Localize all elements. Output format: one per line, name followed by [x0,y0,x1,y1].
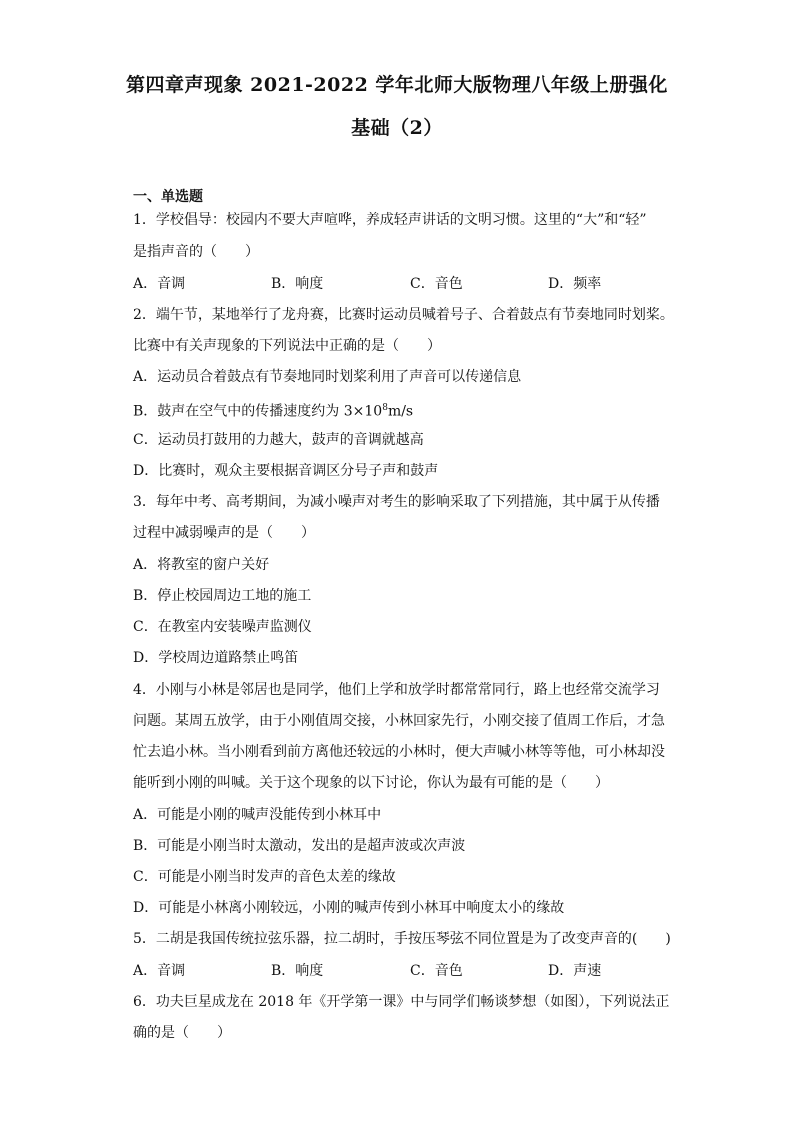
question-1-stem-line1: 1．学校倡导：校园内不要大声喧哗，养成轻声讲话的文明习惯。这里的“大”和“轻” [133,212,647,228]
question-3-option-a: A．将教室的窗户关好 [133,557,270,573]
question-1-option-c: C．音色 [410,276,463,292]
document-title-line2: 基础（2） [351,117,443,139]
section-heading: 一、单选题 [133,189,203,205]
question-5-option-d: D．声速 [548,963,602,979]
question-6-stem-line1: 6．功夫巨星成龙在 2018 年《开学第一课》中与同学们畅谈梦想（如图），下列说法正 [133,994,670,1010]
question-3-stem-line1: 3．每年中考、高考期间，为减小噪声对考生的影响采取了下列措施，其中属于从传播 [133,494,660,510]
question-2-option-d: D．比赛时，观众主要根据音调区分号子声和鼓声 [133,463,439,479]
question-5-option-b: B．响度 [271,963,324,979]
question-4-option-b: B．可能是小刚当时太激动，发出的是超声波或次声波 [133,838,466,854]
question-1-option-d: D．频率 [548,276,602,292]
question-4-option-d: D．可能是小林离小刚较远，小刚的喊声传到小林耳中响度太小的缘故 [133,900,565,916]
question-1-option-a: A．音调 [133,276,186,292]
question-2-option-b [133,399,413,421]
question-2-option-b-text: B．鼓声在空气中的传播速度约为 3×10 [133,403,383,420]
question-3-option-d: D．学校周边道路禁止鸣笛 [133,650,299,666]
question-1-stem-line2: 是指声音的（ ） [133,244,259,260]
question-3-option-b: B．停止校园周边工地的施工 [133,588,312,604]
question-2-option-b-unit: m/s [387,403,414,420]
question-2-stem-line1: 2．端午节，某地举行了龙舟赛，比赛时运动员喊着号子、合着鼓点有节奏地同时划桨。 [133,307,674,323]
question-3-stem-line2: 过程中减弱噪声的是（ ） [133,525,315,541]
question-6-stem-line2: 确的是（ ） [133,1025,231,1041]
question-4-option-a: A．可能是小刚的喊声没能传到小林耳中 [133,807,382,823]
question-4-stem-line4: 能听到小刚的叫喊。关于这个现象的以下讨论，你认为最有可能的是（ ） [133,775,609,791]
question-4-stem-line2: 问题。某周五放学，由于小刚值周交接，小林回家先行，小刚交接了值周工作后，才急 [133,713,665,729]
question-5-option-a: A．音调 [133,963,186,979]
question-4-option-c: C．可能是小刚当时发声的音色太差的缘故 [133,869,396,885]
question-2-option-c: C．运动员打鼓用的力越大，鼓声的音调就越高 [133,432,424,448]
document-title-line1: 第四章声现象 2021-2022 学年北师大版物理八年级上册强化 [126,74,668,96]
question-2-option-b-exponent: 8 [382,403,388,413]
question-2-stem-line2: 比赛中有关声现象的下列说法中正确的是（ ） [133,338,441,354]
question-4-stem-line3: 忙去追小林。当小刚看到前方离他还较远的小林时，便大声喊小林等等他，可小林却没 [133,744,665,760]
question-5-stem-line1: 5．二胡是我国传统拉弦乐器，拉二胡时，手按压琴弦不同位置是为了改变声音的( ) [133,931,671,947]
question-4-stem-line1: 4．小刚与小林是邻居也是同学，他们上学和放学时都常常同行，路上也经常交流学习 [133,682,660,698]
question-3-option-c: C．在教室内安装噪声监测仪 [133,619,312,635]
question-2-option-a: A．运动员合着鼓点有节奏地同时划桨利用了声音可以传递信息 [133,369,522,385]
question-1-option-b: B．响度 [271,276,324,292]
question-5-option-c: C．音色 [410,963,463,979]
